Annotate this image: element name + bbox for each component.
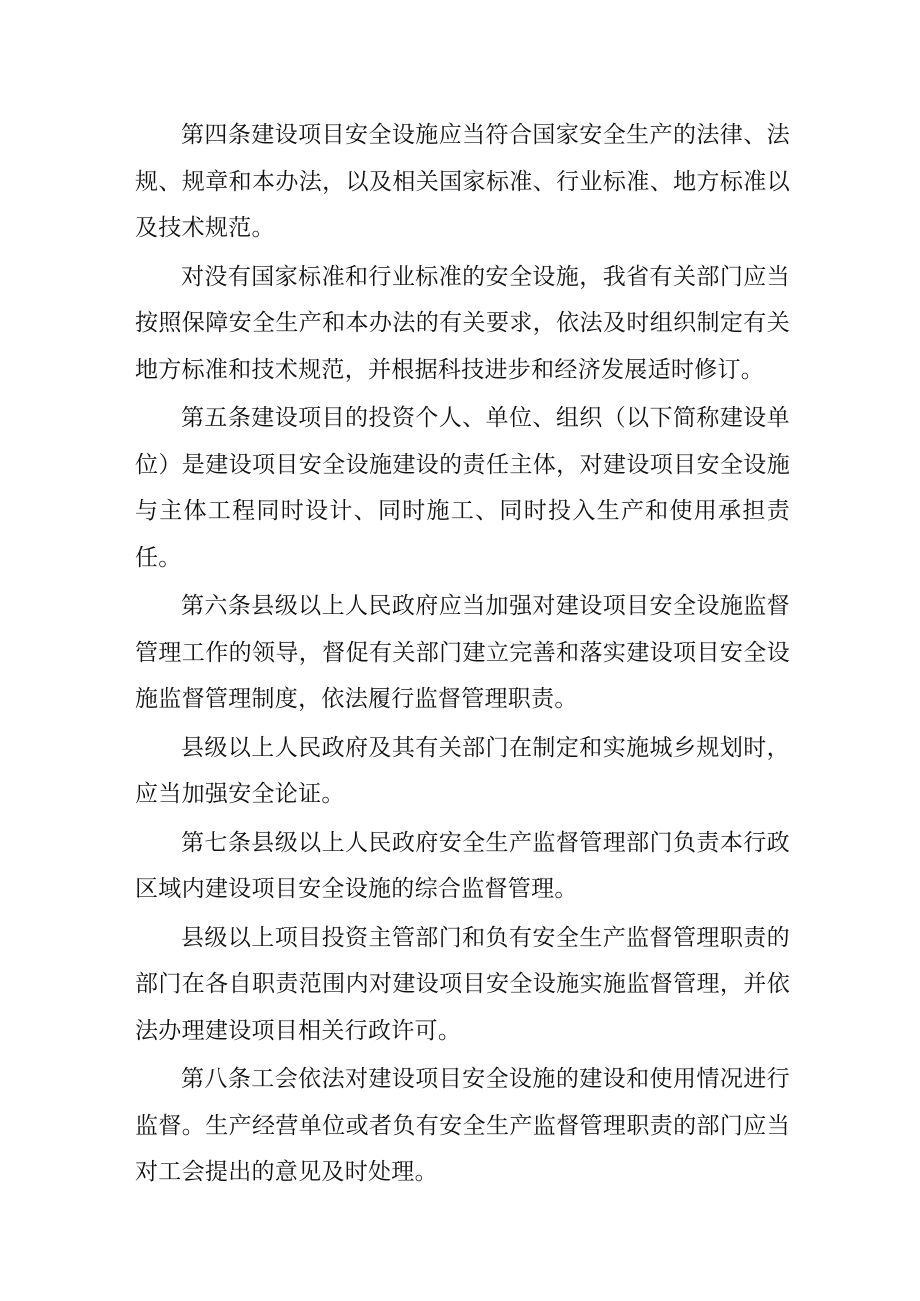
paragraph-article-8: 第八条工会依法对建设项目安全设施的建设和使用情况进行监督。生产经营单位或者负有安全生产监督管理职责的部门应当对工会提出的意见及时处理。 [135, 1066, 790, 1185]
paragraph-article-6-supplement: 县级以上人民政府及其有关部门在制定和实施城乡规划时，应当加强安全论证。 [135, 734, 790, 807]
paragraph-article-6: 第六条县级以上人民政府应当加强对建设项目安全设施监督管理工作的领导，督促有关部门建立完善和落实建设项目安全设施监督管理制度，依法履行监督管理职责。 [135, 593, 790, 712]
paragraph-article-4-supplement: 对没有国家标准和行业标准的安全设施，我省有关部门应当按照保障安全生产和本办法的有关要求，依法及时组织制定有关地方标准和技术规范，并根据科技进步和经济发展适时修订。 [135, 263, 790, 383]
paragraph-article-7: 第七条县级以上人民政府安全生产监督管理部门负责本行政区域内建设项目安全设施的综合监督管理。 [135, 829, 790, 902]
paragraph-article-5: 第五条建设项目的投资个人、单位、组织（以下简称建设单位）是建设项目安全设施建设的责任主体，对建设项目安全设施与主体工程同时设计、同时施工、同时投入生产和使用承担责任。 [135, 405, 790, 571]
document-body [135, 112, 790, 1198]
paragraph-article-7-supplement: 县级以上项目投资主管部门和负有安全生产监督管理职责的部门在各自职责范围内对建设项目安全设施实施监督管理，并依法办理建设项目相关行政许可。 [135, 924, 790, 1044]
paragraph-article-4: 第四条建设项目安全设施应当符合国家安全生产的法律、法规、规章和本办法，以及相关国家标准、行业标准、地方标准以及技术规范。 [135, 122, 790, 241]
